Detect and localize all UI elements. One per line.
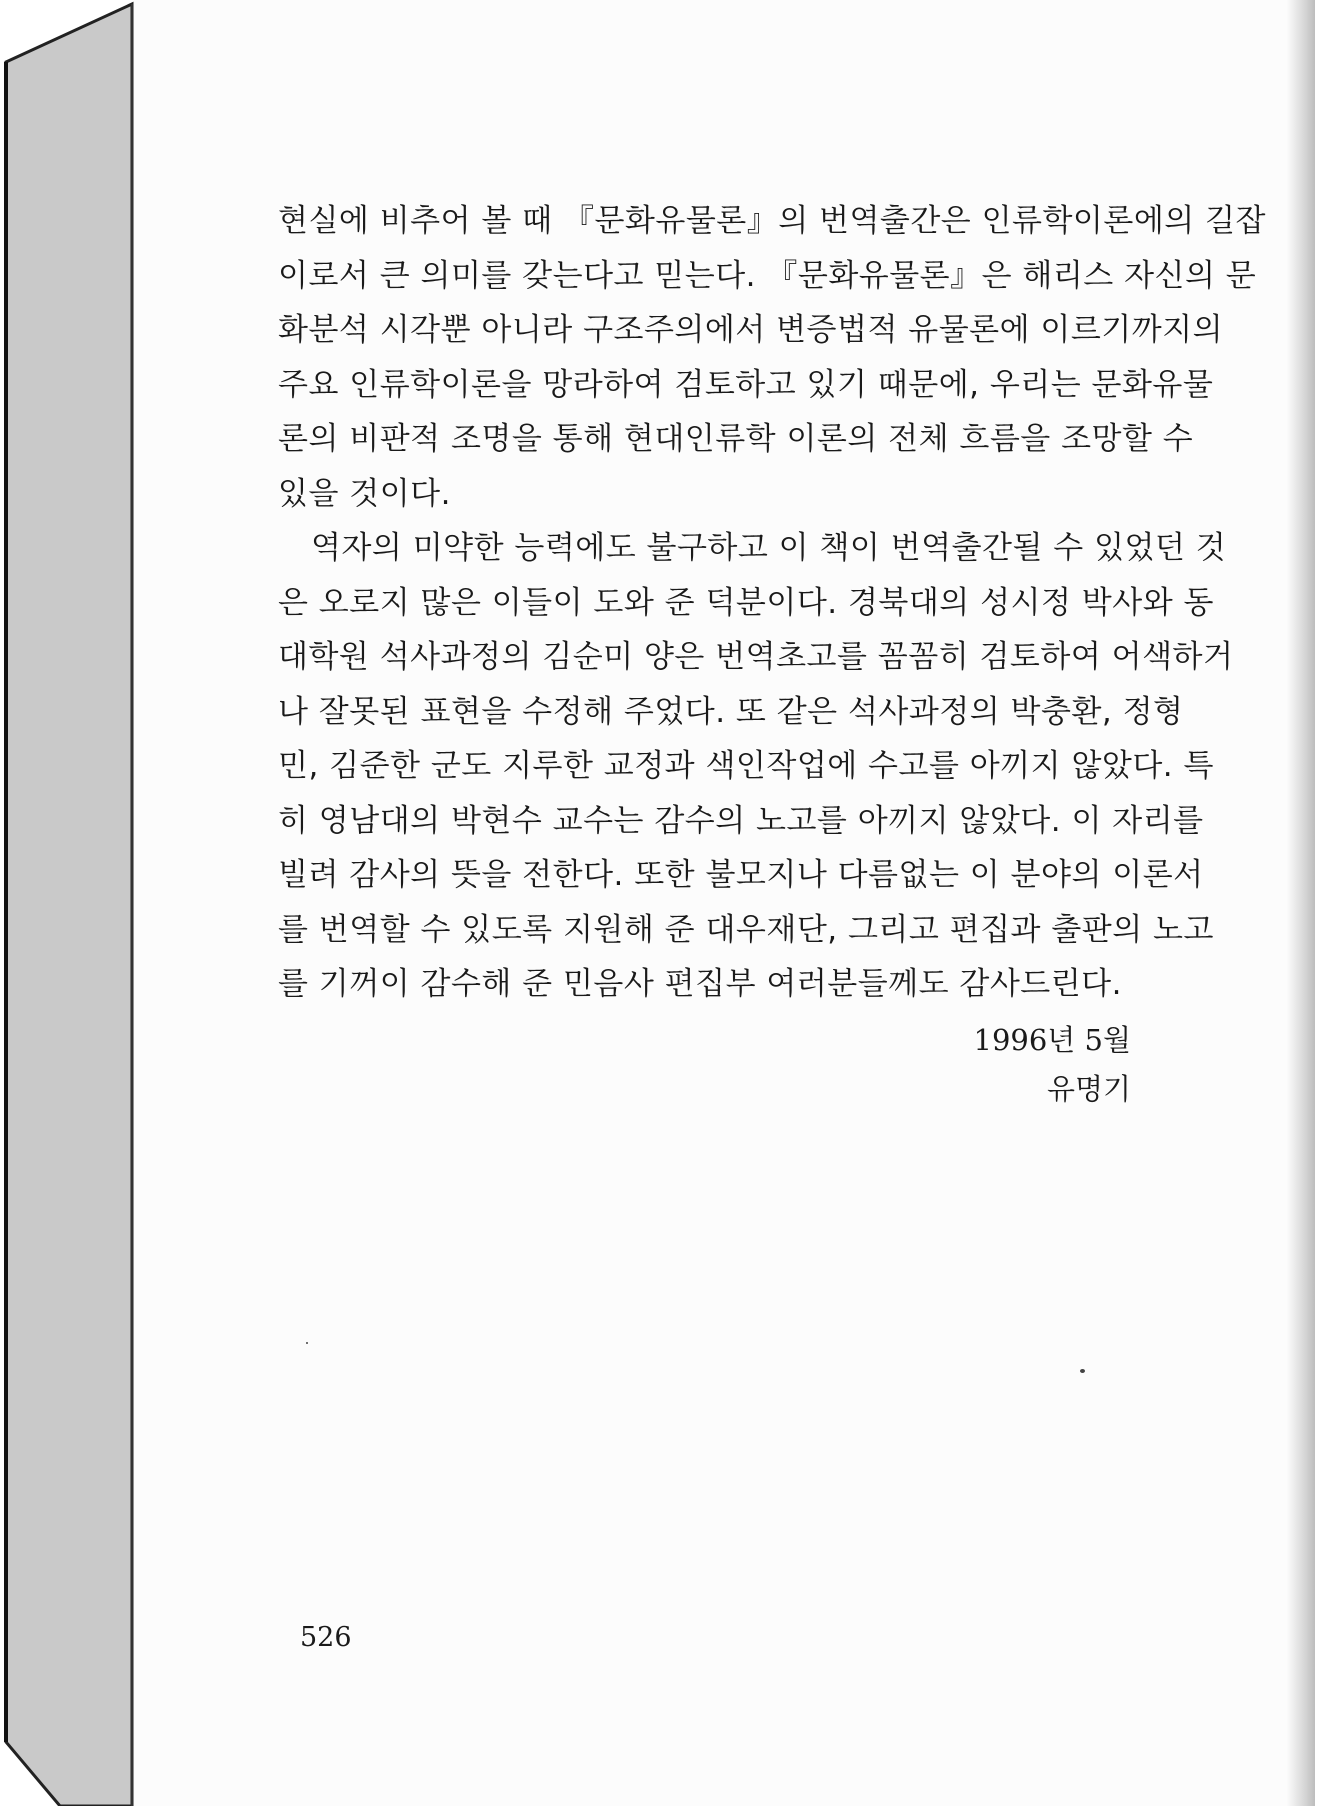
scan-speck — [1080, 1369, 1085, 1373]
book-spine — [0, 0, 136, 1806]
book-page — [134, 0, 1315, 1806]
page-number: 526 — [300, 1622, 352, 1653]
text-line: 은 오로지 많은 이들이 도와 준 덕분이다. 경북대의 성시정 박사와 동 — [278, 584, 1214, 621]
text-line: 현실에 비추어 볼 때 『문화유물론』의 번역출간은 인류학이론에의 길잡 — [278, 203, 1266, 239]
signature-name: 유명기 — [1046, 1072, 1131, 1106]
signature-date: 1996년 5월 — [973, 1023, 1131, 1057]
text-line: 주요 인류학이론을 망라하여 검토하고 있기 때문에, 우리는 문화유물 — [278, 366, 1214, 403]
text-line: 역자의 미약한 능력에도 불구하고 이 책이 번역출간될 수 있었던 것 — [311, 530, 1227, 566]
paragraph-2 — [278, 521, 1234, 1012]
text-line: 있을 것이다. — [278, 475, 451, 512]
text-line: 나 잘못된 표현을 수정해 주었다. 또 같은 석사과정의 박충환, 정형 — [278, 693, 1184, 730]
text-line: 대학원 석사과정의 김순미 양은 번역초고를 꼼꼼히 검토하여 어색하거 — [278, 639, 1234, 675]
text-line: 빌려 감사의 뜻을 전한다. 또한 불모지나 다름없는 이 분야의 이론서 — [278, 857, 1204, 893]
scan-speck — [306, 1342, 308, 1344]
text-line: 론의 비판적 조명을 통해 현대인류학 이론의 전체 흐름을 조망할 수 — [278, 421, 1194, 457]
text-line: 를 기꺼이 감수해 준 민음사 편집부 여러분들께도 감사드린다. — [278, 966, 1122, 1002]
text-line: 이로서 큰 의미를 갖는다고 믿는다. 『문화유물론』은 해리스 자신의 문 — [278, 257, 1257, 294]
text-line: 민, 김준한 군도 지루한 교정과 색인작업에 수고를 아끼지 않았다. 특 — [278, 748, 1214, 784]
body-text — [278, 194, 1266, 1012]
paragraph-1 — [278, 194, 1266, 521]
text-line: 를 번역할 수 있도록 지원해 준 대우재단, 그리고 편집과 출판의 노고 — [278, 911, 1214, 948]
text-line: 히 영남대의 박현수 교수는 감수의 노고를 아끼지 않았다. 이 자리를 — [278, 802, 1204, 839]
page-edge-shadow — [1287, 0, 1315, 1806]
text-line: 화분석 시각뿐 아니라 구조주의에서 변증법적 유물론에 이르기까지의 — [278, 312, 1224, 348]
